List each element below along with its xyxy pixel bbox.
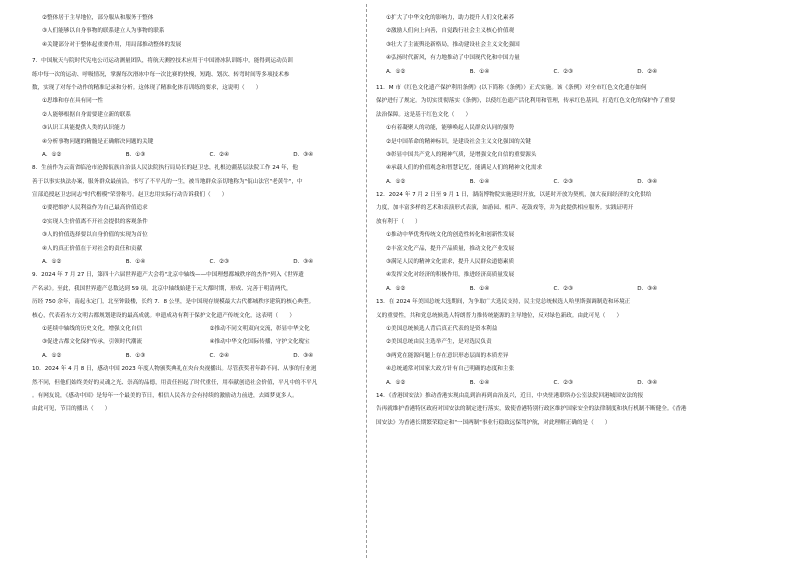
q9-stem-4: 核心，代表着东方文明古都规划建设的最高成就。申遗成功有利于保护文化遗产传统文化，这表明（ ）	[32, 312, 295, 319]
q10-stem-3: 。有网友说，《感动中国》是每年一个最美的节日，相信人民各方会有持续的激励动力前进，去圆梦更多人。	[32, 392, 298, 399]
q10-choice-b[interactable]: B．①④	[469, 68, 490, 75]
q10-choice-a[interactable]: A．①②	[386, 68, 406, 75]
q7-stem-2: 练中每一次的运动、呼吸情况，掌握每次滑冰中每一次比赛的快慢，短跑、划次、转弯时间等多项技术参	[32, 71, 290, 78]
q9-option-3: ③促进古都文化保护传承，引领时代潮流	[42, 339, 143, 346]
q13-choice-a[interactable]: A．①②	[386, 379, 406, 386]
q8-option-4: ④人的真正价值在于对社会的责任和贡献	[42, 245, 143, 252]
q7-stem-3: 数，实现了对每个动作的精准记录和分析。这体现了精准化体育训练的要求，这说明（ ）	[32, 84, 262, 91]
q7-option-2: ②人能够根据自身需要建立新的联系	[42, 111, 131, 118]
q10-option-4: ④弘扬时代新风，有力地推动了中国现代化和中国力量	[386, 55, 520, 62]
q7-choice-b[interactable]: B．①③	[125, 151, 146, 158]
q8-option-3: ③人的价值选择要以自身价值的实现为首位	[42, 232, 148, 239]
q14-stem-2: 告再就维护香港特区政府对国安法的制定进行落实，致使香港特别行政区维护国家安全的法律制度和执行机制不断健全。《香港	[376, 406, 687, 413]
q8-choice-c[interactable]: C．②③	[209, 259, 230, 266]
q13-option-3: ③两党在能源问题上存在意识形态层面的本质差异	[386, 352, 509, 359]
q7-option-1: ①思维和存在具有同一性	[42, 98, 103, 105]
q9-choice-b[interactable]: B．①③	[125, 352, 146, 359]
q11-stem-1: 11．M 市《红色文化遗产保护利用条例》(以下简称《条例》）正式实施。该《条例》对全市红色文化遗存如何	[376, 84, 647, 91]
q12-stem-3: 放有利于（ ）	[376, 218, 421, 225]
q12-choice-a[interactable]: A．①②	[386, 285, 406, 292]
q13-stem-2: 义的重要性，共和党总统候选人特朗普力推传统能源的主导地位，反对绿色新政。由此可见（ ）	[376, 312, 623, 319]
q12-stem-1: 12．2024 年 7 月 2 日至 9 月 1 日，湖南博物院实施延时开放，以延时开放为契机，加大夜间经济的文化供给	[376, 192, 652, 199]
q9-stem-2: 产名录》。至此，我国世界遗产总数达到 59 项。北京中轴线始建于元大都时期，形成、完善于明清两代，	[32, 285, 292, 292]
q11-choice-c[interactable]: C．②③	[553, 178, 574, 185]
q11-choices	[376, 176, 721, 189]
q13-choice-c[interactable]: C．②③	[553, 379, 574, 386]
q10-option-3: ③壮大了主流舆论新格局，推动建设社会主义文化强国	[386, 41, 520, 48]
q12-stem-2: 力度，加丰富多样的艺术和表演形式表演，如游园、相声、花鼓戏等，并为此提供相应服务。实践证明开	[376, 205, 634, 212]
q13-option-2: ②美国总统由民主选举产生，是对选民负责	[386, 339, 492, 346]
q11-option-2: ②是中国革命的精神标识，是建设社会主义文化强国的关键	[386, 138, 531, 145]
column-divider	[366, 4, 367, 558]
q12-choice-c[interactable]: C．②③	[553, 285, 574, 292]
q9-option-1: ①延续中轴线的历史文化，增强文化自信	[42, 325, 143, 332]
q11-stem-2: 保护进行了规定。为切实贯彻落实《条例》，以使红色遗产活化利用和管理，传承红色基因，打造红色文化的保护作了重要	[376, 98, 676, 105]
q13-choice-b[interactable]: B．①④	[469, 379, 490, 386]
q9-choices	[32, 350, 377, 363]
q9-choice-a[interactable]: A．①②	[42, 352, 62, 359]
q9-option-4: ④推动中华文化国际传播，守护文化瑰宝	[209, 339, 310, 346]
q8-option-2: ②实现人生价值离不开社会提供的客观条件	[42, 218, 148, 225]
q7-option-4: ④分析事物问题的精髓是正确解决问题的关键	[42, 138, 154, 145]
intro-option-1: ②整体居于主导地位，部分服从和服务于整体	[42, 15, 154, 21]
q14-stem-1: 14．《香港国安法》推动香港实现由乱到治再到由治及兴，近日，中央驻港联络办公室法院回港城国安法的报	[376, 392, 644, 399]
q12-choices	[376, 283, 721, 296]
intro-option-3: ④关键部分对于整体起重要作用，用局部推动整体的发展	[42, 41, 182, 48]
q12-option-3: ③满足人民的精神文化需求，提升人民群众道德素质	[386, 259, 515, 266]
q10-stem-1: 10．2024 年 4 月 8 日，感动中国 2023 年度人物颁奖典礼在央台央视播出。尽管获奖者年龄不同、从事的行业迥	[32, 366, 317, 373]
q12-choice-d[interactable]: D．③④	[637, 285, 658, 292]
q13-option-4: ④总统通常对国家大政方针有自己明确的态度和主张	[386, 366, 515, 373]
q13-stem-1: 13．在 2024 年美国总统大选期间，为争取广大选民支持，民主党总统候选人哈里斯强调制造和环境正	[376, 299, 631, 306]
q9-option-row-2	[32, 336, 377, 349]
q12-option-4: ④发挥文化对经济的积极作用，推进经济高质量发展	[386, 272, 515, 279]
q8-option-1: ①要把维护人民利益作为自己最高价值追求	[42, 205, 148, 212]
q11-option-1: ①有着凝聚人的功能，能够唤起人民群众认同的强势	[386, 125, 515, 132]
q11-choice-b[interactable]: B．①④	[469, 178, 490, 185]
q12-option-2: ②丰富文化产品，提升产品质量，推动文化产业发展	[386, 245, 515, 252]
q11-stem-3: 法治保障。这是基于红色文化（ ）	[376, 111, 472, 118]
q7-choice-a[interactable]: A．①②	[42, 151, 62, 158]
q10-stem-2: 然不同，但他们始终美好的灵魂之光、崇高的品德，用责任担起了时代重任，用奉献创造社会价值，平凡中的不平凡	[32, 379, 318, 386]
q10-stem-4: 由此可见，节目的播出（ ）	[32, 406, 111, 413]
q13-option-1: ①美国总统候选人背后真正代表的是资本利益	[386, 325, 498, 332]
q8-choice-b[interactable]: B．①④	[125, 259, 146, 266]
q10-choice-c[interactable]: C．②③	[553, 68, 574, 75]
q11-choice-d[interactable]: D．③④	[637, 178, 658, 185]
q8-choice-d[interactable]: D．③④	[293, 259, 314, 266]
q8-stem-2: 善于以事实执法办案，服务群众最前沿，书写了不平凡的一生，被当地群众亲切地称为"佤山法官"老黄牛"，中	[32, 178, 303, 185]
q7-choice-d[interactable]: D．③④	[293, 151, 314, 158]
left-column	[32, 12, 377, 417]
q11-option-4: ④承载人们的价值观念和智慧记忆，能满足人们的精神文化需求	[386, 165, 543, 172]
q11-choice-a[interactable]: A．①②	[386, 178, 406, 185]
q9-stem-1: 9．2024 年 7 月 27 日，第四十六届世界遗产大会将"北京中轴线——中国理想都城秩序的杰作"列入《世界遗	[32, 272, 304, 279]
q9-choice-c[interactable]: C．②④	[209, 352, 230, 359]
q9-option-2: ②推动不同文明双向交流，彰显中华文化	[209, 325, 310, 332]
intro-option-2: ③人们能够以自身事物的联系建立人为事物的联系	[42, 28, 165, 35]
q11-option-3: ③彰显中国共产党人的精神气质，是增强文化自信的重要源头	[386, 151, 537, 158]
q8-choice-a[interactable]: A．①②	[42, 259, 62, 266]
q7-option-3: ③认识工具能提供人类的认识能力	[42, 125, 126, 132]
q8-stem-1: 8．生前作为云南省临沧市沧源佤族自治县人民法院执行局局长的赵卫忠，扎根边疆基层法院工作 24 年，他	[32, 165, 298, 172]
q10-choice-d[interactable]: D．②④	[637, 68, 658, 75]
q13-choice-d[interactable]: D．③④	[637, 379, 658, 386]
right-column	[376, 12, 721, 430]
q9-choice-d[interactable]: D．③④	[293, 352, 314, 359]
q13-choices	[376, 377, 721, 390]
q8-choices	[32, 256, 377, 269]
q10-option-2: ②激励人们向上向善，自觉践行社会主义核心价值观	[386, 28, 515, 35]
q12-choice-b[interactable]: B．①④	[469, 285, 490, 292]
q10-choices	[376, 66, 721, 79]
q14-stem-3: 国安法》为香港长期繁荣稳定和"一国两制"事业行稳致远保驾护航，对此理解正确的是（ ）	[376, 419, 611, 426]
q12-option-1: ①推动中华优秀传统文化的创造性转化和创新性发展	[386, 232, 515, 239]
q9-stem-3: 历经 750 余年，南起永定门，北至钟鼓楼，长约 7．8 公里，是中国现存规模最大古代都城秩序建筑的核心典型。	[32, 299, 315, 306]
q7-stem-1: 7．中国航天与院时代宪电公司运动测量团队，将航天测控技术应用于中国滑冰队训练中，能得到运动员训	[32, 58, 293, 65]
q8-stem-3: 宣部追授赵卫忠同志"时代楷模"荣誉称号。赵卫忠用实际行动告诉我们（ ）	[32, 192, 228, 199]
q9-option-row-1	[32, 323, 377, 336]
q7-choices	[32, 149, 377, 162]
q7-choice-c[interactable]: C．②④	[209, 151, 230, 158]
q10-option-1: ①扩大了中华文化的影响力，助力提升人们文化素养	[386, 15, 515, 21]
